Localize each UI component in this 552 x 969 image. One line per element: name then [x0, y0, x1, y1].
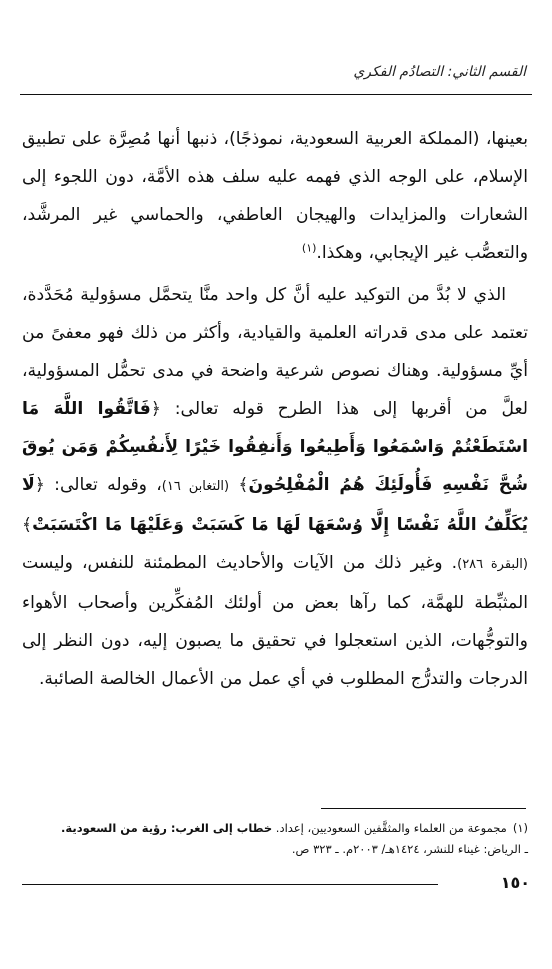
quran-verse-1-text: فَاتَّقُوا اللَّهَ مَا اسْتَطَعْتُمْ وَاسْمَعُوا وَأَطِيعُوا وَأَنفِقُوا خَيْرًا لِأَنفُسِكُمْ وَمَن يُوقَ شُحَّ نَفْسِهِ فَأُولَئِكَ هُمُ الْمُفْلِحُونَ — [22, 399, 528, 495]
paragraph-1 — [22, 120, 528, 272]
paragraph-1-text: بعينها، (المملكة العربية السعودية، نموذجًا)، ذنبها أنها مُصِرَّة على تطبيق الإسلام، على الوجه الذي فهمه عليه سلف هذه الأمَّة، دون اللجوء إلى الشعارات والمزايدات والهيجان العاطفي، والحماسي غير المرشَّد، والتعصُّب غير الإيجابي، وهكذا. — [22, 129, 528, 263]
footnote-reference[interactable]: (١) — [301, 241, 317, 255]
paragraph-2-text-a: الذي لا بُدَّ من التوكيد عليه أنَّ كل واحد منَّا يتحمَّل مسؤولية مُحَدَّدة، تعتمد على مدى قدراته العلمية والقيادية، وأكثر من ذلك فهو معفىً من أيِّ مسؤولية. وهناك نصوص شرعية واضحة في مدى تحمُّل المسؤولية، لعلَّ من أقربها إلى هذا الطرح قوله تعالى: — [22, 285, 528, 419]
footnote-divider — [321, 808, 526, 809]
footnote-book-title: خطاب إلى الغرب: رؤية من السعودية. — [61, 821, 273, 835]
ornate-bracket-open: ﴿ — [150, 399, 161, 419]
ornate-bracket-close: ﴾ — [238, 475, 249, 495]
paragraph-2 — [22, 276, 528, 698]
footnote-authors: مجموعة من العلماء والمثقَّفين السعوديين، إعداد. — [275, 821, 507, 835]
footer-divider — [22, 884, 438, 885]
footnote-number: (١) — [512, 821, 528, 835]
ornate-bracket-close: ﴾ — [22, 515, 33, 535]
header-divider — [20, 94, 532, 95]
main-text — [22, 120, 528, 698]
quran-verse-2-text: لَا يُكَلِّفُ اللَّهُ نَفْسًا إِلَّا وُسْعَهَا لَهَا مَا كَسَبَتْ وَعَلَيْهَا مَا اكْتَسَبَتْ — [22, 475, 528, 535]
verse-reference-1: (التغابن ١٦) — [161, 479, 230, 494]
verse-reference-2: (البقرة ٢٨٦) — [457, 557, 528, 572]
page-number: ١٥٠ — [500, 873, 530, 892]
paragraph-2-text-c: . وغير ذلك من الآيات والأحاديث المطمئنة للنفس، وليست المثبِّطة للهمَّة، كما رآها بعض من أولئك المُفكِّرين وأصحاب الأهواء والتوجُّهات، الذين استعجلوا في تحقيق ما يصبون إليه، دون النظر إلى الدرجات والتدرُّج المطلوب في أي عمل من الأعمال الخالصة الصائبة. — [22, 553, 528, 689]
ornate-bracket-open: ﴿ — [34, 475, 45, 495]
footnote — [22, 818, 528, 860]
footnote-line-1 — [22, 818, 528, 839]
running-header: القسم الثاني: التصادُم الفكري — [353, 64, 526, 80]
footnote-line-2: ـ الرياض: غيناء للنشر، ١٤٢٤هـ/ ٢٠٠٣م. ـ ٣٢٣ ص. — [291, 842, 528, 856]
paragraph-2-text-b: ، وقوله تعالى: — [54, 475, 162, 495]
